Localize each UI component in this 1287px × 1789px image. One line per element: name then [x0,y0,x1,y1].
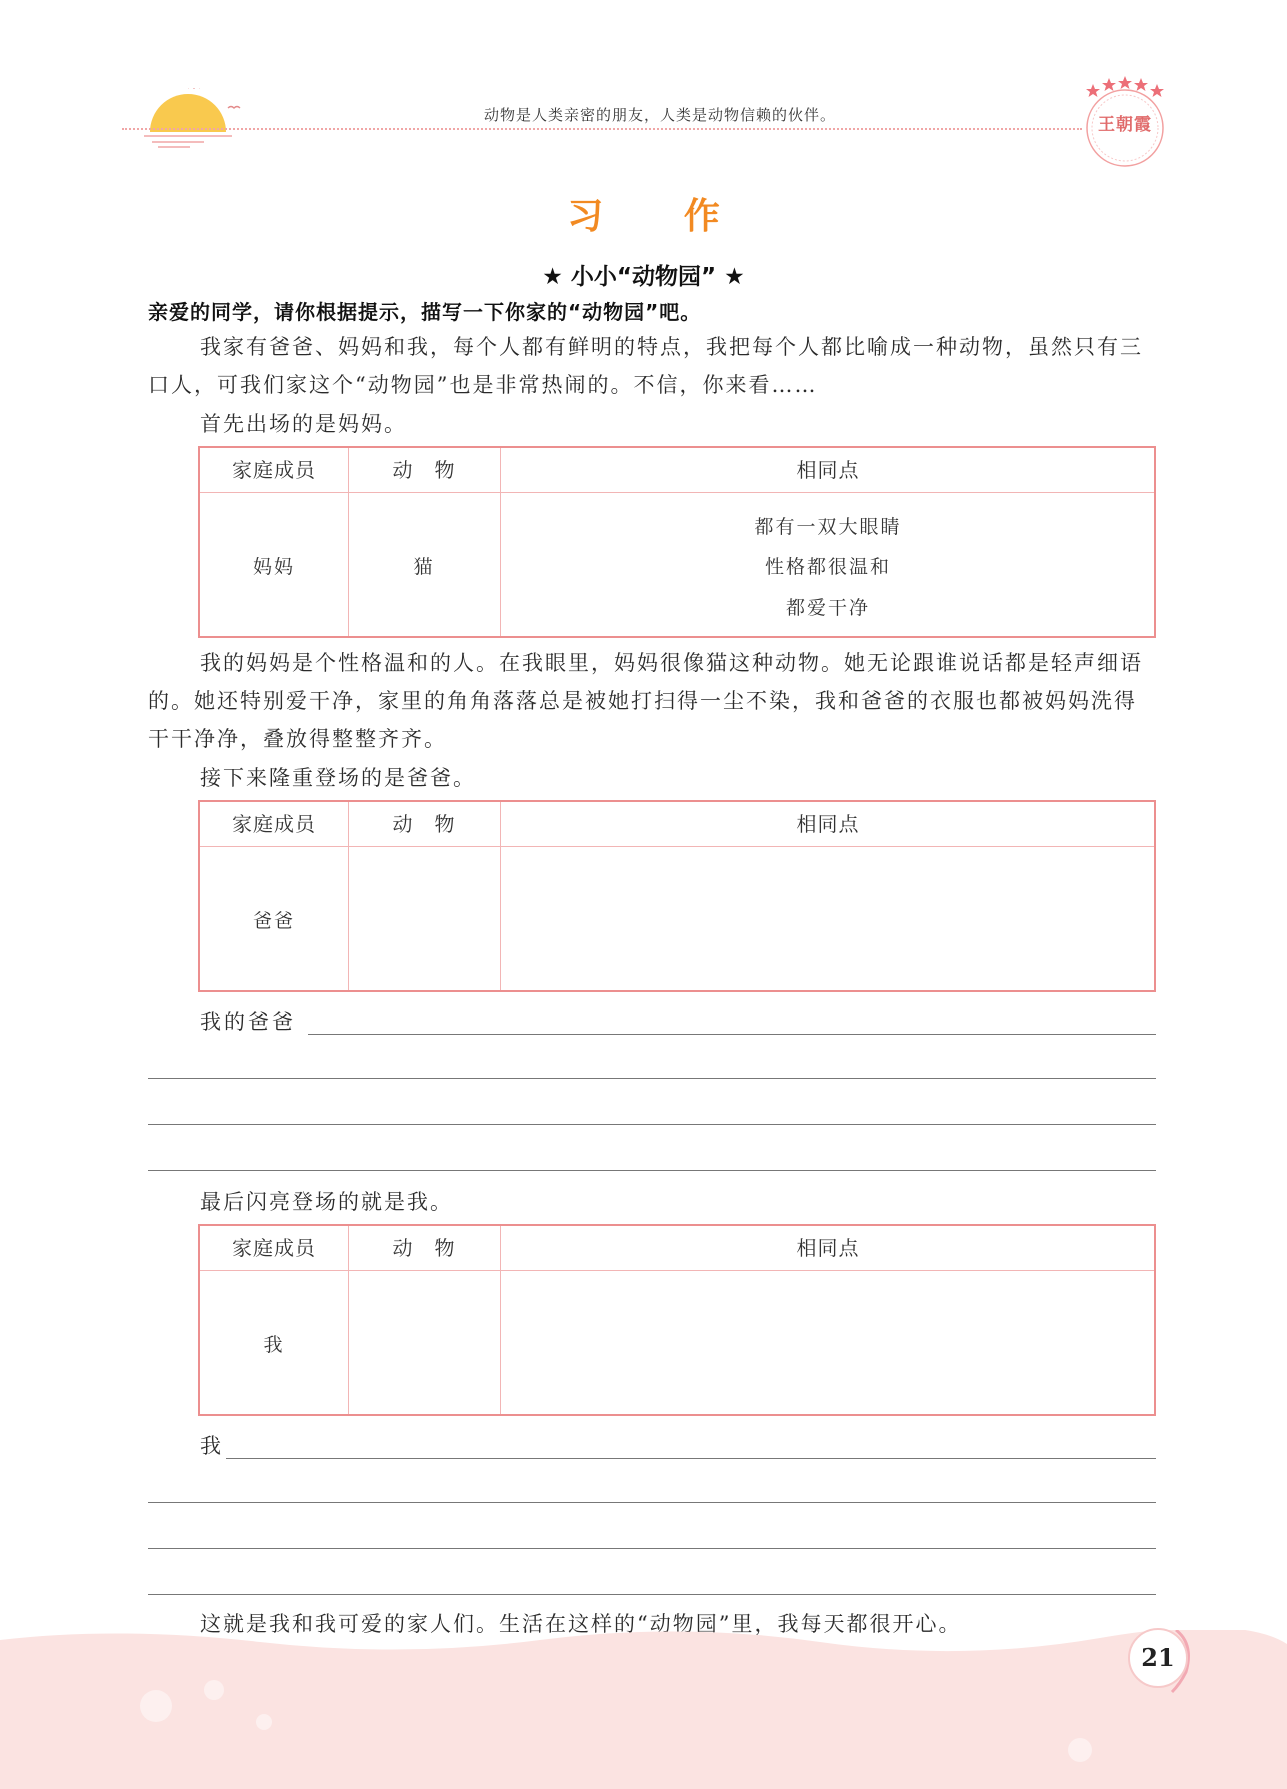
exercise-subtitle: ★ 小小“动物园” ★ [542,264,745,290]
intro-paragraph: 我家有爸爸、妈妈和我，每个人都有鲜明的特点，我把每个人都比喻成一种动物，虽然只有三口人，可我们家这个“动物园”也是非常热闹的。不信，你来看…… [148,335,1143,397]
writing-line[interactable] [148,1124,1156,1125]
header-animal: 动 物 [392,458,456,482]
me-writing-label: 我 [200,1434,224,1458]
table-dad [198,800,1156,992]
similarity-item: 都爱干净 [785,597,870,619]
header-similarity: 相同点 [796,1236,860,1260]
writing-line[interactable] [148,1548,1156,1549]
sunset-icon [144,88,244,148]
section1-lead: 首先出场的是妈妈。 [200,412,407,436]
writing-line[interactable] [226,1458,1156,1459]
header-similarity: 相同点 [796,812,860,836]
member-cell: 我 [263,1334,285,1356]
page-number: 21 [1128,1628,1188,1688]
writing-line[interactable] [308,1034,1156,1035]
header-divider [122,128,1082,130]
header-member: 家庭成员 [232,1236,316,1260]
header-animal: 动 物 [392,812,456,836]
header-member: 家庭成员 [232,458,316,482]
header-similarity: 相同点 [796,458,860,482]
similarity-item: 性格都很温和 [764,556,891,578]
animal-cell: 猫 [413,556,435,578]
section3-lead: 最后闪亮登场的就是我。 [200,1190,453,1214]
similarity-blank-cell[interactable] [502,1272,1152,1412]
brand-badge-name: 王朝霞 [1098,115,1152,135]
header-animal: 动 物 [392,1236,456,1260]
writing-line[interactable] [148,1594,1156,1595]
member-cell: 爸爸 [252,910,295,932]
mom-paragraph: 我的妈妈是个性格温和的人。在我眼里，妈妈很像猫这种动物。她无论跟谁说话都是轻声细语的。她还特别爱干净，家里的角角落落总是被她打扫得一尘不染，我和爸爸的衣服也都被妈妈洗得干干净净，叠放得整整齐齐。 [148,651,1143,751]
animal-blank-cell[interactable] [350,848,498,988]
dad-writing-label: 我的爸爸 [200,1010,296,1034]
writing-line[interactable] [148,1502,1156,1503]
section2-lead: 接下来隆重登场的是爸爸。 [200,766,476,790]
table-me [198,1224,1156,1416]
exercise-prompt: 亲爱的同学，请你根据提示，描写一下你家的“动物园”吧。 [148,300,702,324]
footer-wave-background [0,1630,1287,1789]
writing-line[interactable] [148,1078,1156,1079]
writing-line[interactable] [148,1170,1156,1171]
table-mom [198,446,1156,638]
similarity-item: 都有一双大眼睛 [754,516,902,538]
member-cell: 妈妈 [252,556,295,578]
header-member: 家庭成员 [232,812,316,836]
similarity-blank-cell[interactable] [502,848,1152,988]
header-motto: 动物是人类亲密的朋友，人类是动物信赖的伙伴。 [483,106,836,124]
animal-blank-cell[interactable] [350,1272,498,1412]
closing-sentence: 这就是我和我可爱的家人们。生活在这样的“动物园”里，我每天都很开心。 [200,1612,962,1636]
page-title: 习 作 [567,196,754,237]
